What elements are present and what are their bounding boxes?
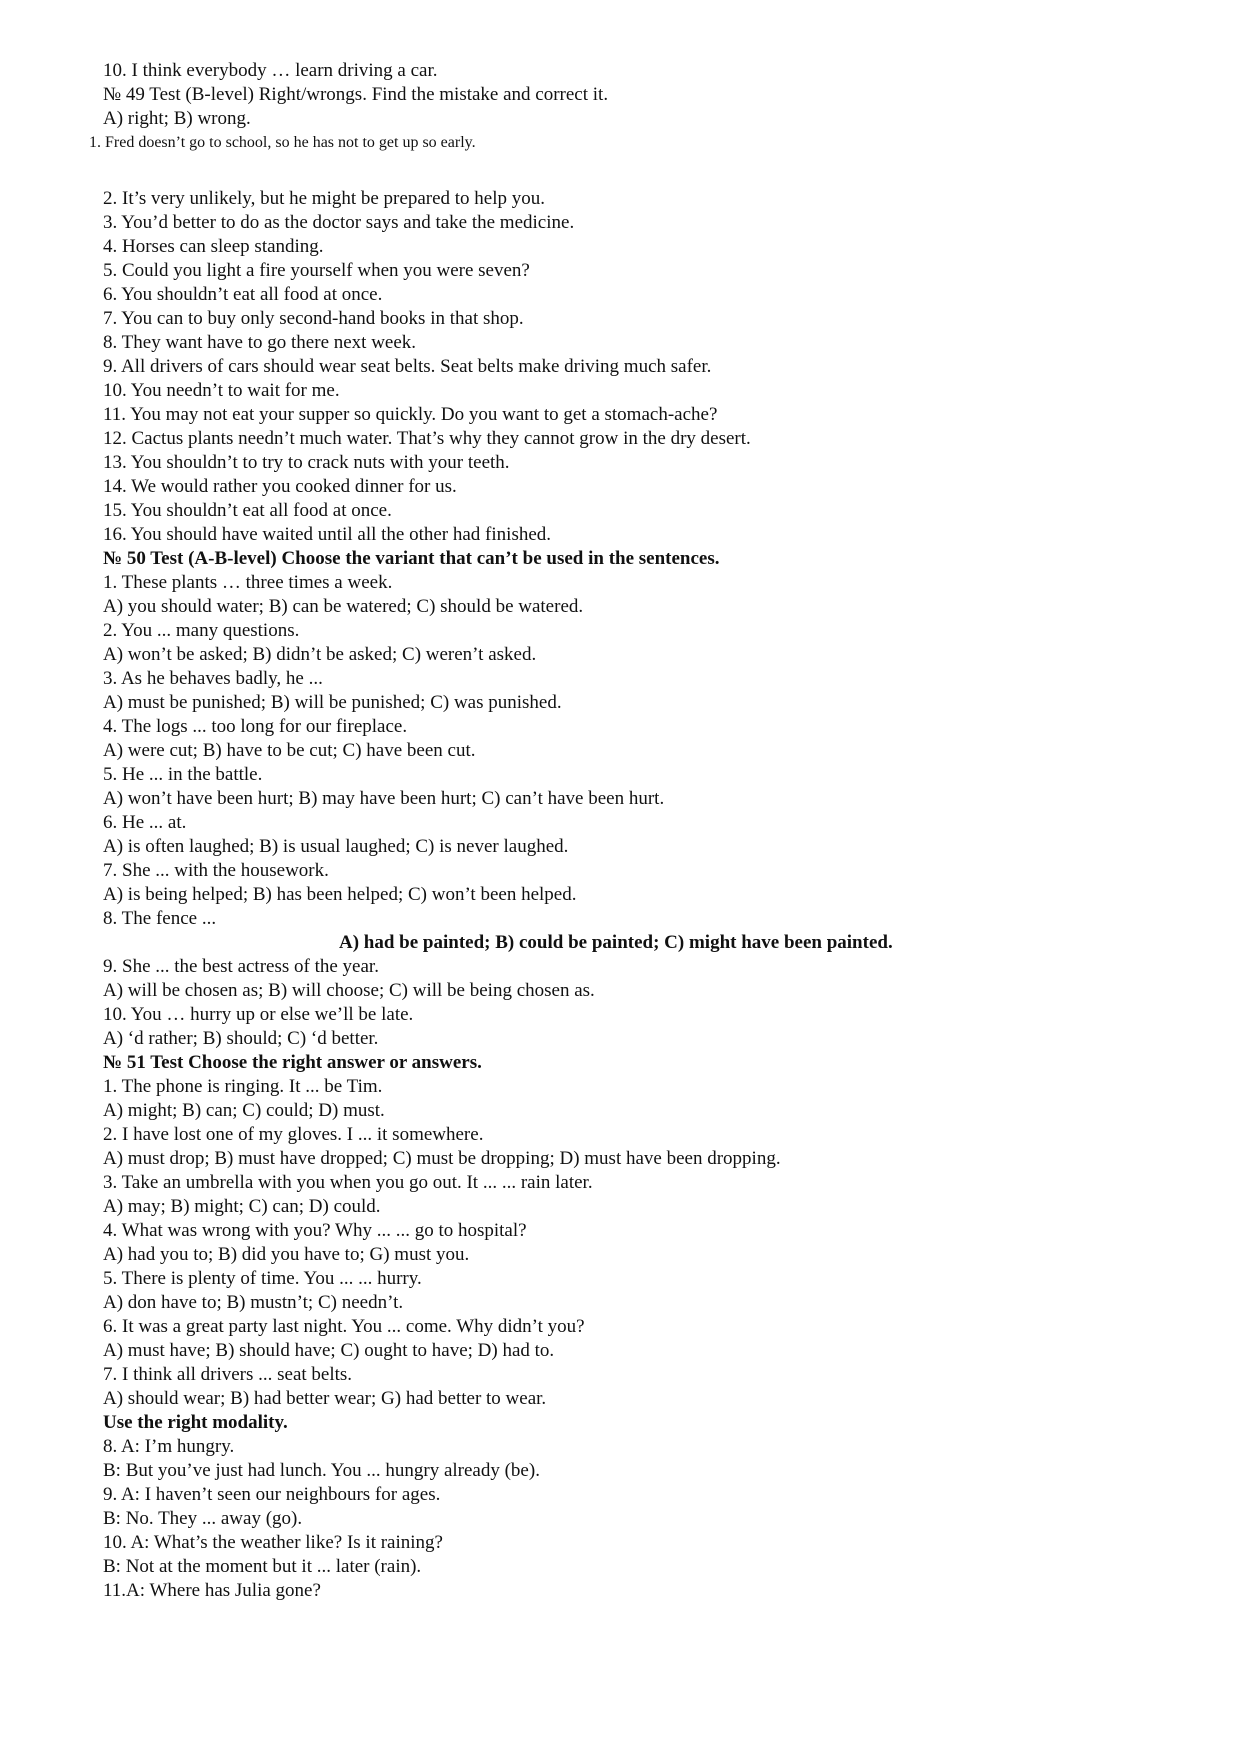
- text-line: 7. I think all drivers ... seat belts.: [103, 1364, 353, 1385]
- centered-bold-line: A) had be painted; B) could be painted; C) might have been painted.: [339, 932, 893, 953]
- text-line: 12. Cactus plants needn’t much water. That’s why they cannot grow in the dry desert.: [103, 428, 751, 449]
- text-line: 1. These plants … three times a week.: [103, 572, 393, 593]
- text-line: 10. You needn’t to wait for me.: [103, 380, 340, 401]
- text-line: 1. The phone is ringing. It ... be Tim.: [103, 1076, 383, 1097]
- text-line: A) should wear; B) had better wear; G) had better to wear.: [103, 1388, 547, 1409]
- text-line: A) is often laughed; B) is usual laughed; C) is never laughed.: [103, 836, 569, 857]
- text-line: 5. Could you light a fire yourself when you were seven?: [103, 260, 530, 281]
- text-line: 5. He ... in the battle.: [103, 764, 263, 785]
- text-line: A) were cut; B) have to be cut; C) have been cut.: [103, 740, 476, 761]
- text-line: 3. You’d better to do as the doctor says and take the medicine.: [103, 212, 575, 233]
- text-line: 6. You shouldn’t eat all food at once.: [103, 284, 383, 305]
- text-line: 2. You ... many questions.: [103, 620, 300, 641]
- text-line: A) ‘d rather; B) should; C) ‘d better.: [103, 1028, 379, 1049]
- text-line: A) must have; B) should have; C) ought to have; D) had to.: [103, 1340, 555, 1361]
- text-line: A) may; B) might; C) can; D) could.: [103, 1196, 381, 1217]
- text-line: 9. She ... the best actress of the year.: [103, 956, 379, 977]
- text-line: 13. You shouldn’t to try to crack nuts with your teeth.: [103, 452, 510, 473]
- section-heading-51: № 51 Test Choose the right answer or answers.: [103, 1052, 482, 1073]
- text-line: A) might; B) can; C) could; D) must.: [103, 1100, 385, 1121]
- text-line: 4. The logs ... too long for our fireplace.: [103, 716, 408, 737]
- text-line: 2. It’s very unlikely, but he might be prepared to help you.: [103, 188, 546, 209]
- text-line: A) you should water; B) can be watered; C) should be watered.: [103, 596, 584, 617]
- text-line: 9. All drivers of cars should wear seat belts. Seat belts make driving much safer.: [103, 356, 712, 377]
- text-line: 15. You shouldn’t eat all food at once.: [103, 500, 392, 521]
- text-line: 3. As he behaves badly, he ...: [103, 668, 323, 689]
- text-line: A) must drop; B) must have dropped; C) must be dropping; D) must have been dropping.: [103, 1148, 781, 1169]
- text-line: A) don have to; B) mustn’t; C) needn’t.: [103, 1292, 404, 1313]
- text-line: 11.A: Where has Julia gone?: [103, 1580, 321, 1601]
- text-line: 16. You should have waited until all the other had finished.: [103, 524, 552, 545]
- text-line: 10. I think everybody … learn driving a car.: [103, 60, 438, 81]
- text-line: A) had you to; B) did you have to; G) must you.: [103, 1244, 470, 1265]
- section-heading-modality: Use the right modality.: [103, 1412, 288, 1433]
- text-line: 6. It was a great party last night. You ... come. Why didn’t you?: [103, 1316, 585, 1337]
- text-line: A) must be punished; B) will be punished; C) was punished.: [103, 692, 562, 713]
- section-heading-49: № 49 Test (B-level) Right/wrongs. Find the mistake and correct it.: [103, 84, 609, 105]
- text-line: B: Not at the moment but it ... later (rain).: [103, 1556, 422, 1577]
- text-line: A) won’t have been hurt; B) may have been hurt; C) can’t have been hurt.: [103, 788, 665, 809]
- text-line: A) is being helped; B) has been helped; C) won’t been helped.: [103, 884, 577, 905]
- text-line: 5. There is plenty of time. You ... ... hurry.: [103, 1268, 422, 1289]
- text-line: 6. He ... at.: [103, 812, 187, 833]
- text-line: 9. A: I haven’t seen our neighbours for ages.: [103, 1484, 441, 1505]
- text-line: 11. You may not eat your supper so quickly. Do you want to get a stomach-ache?: [103, 404, 718, 425]
- text-line: 1. Fred doesn’t go to school, so he has not to get up so early.: [89, 134, 476, 151]
- text-line: B: But you’ve just had lunch. You ... hungry already (be).: [103, 1460, 540, 1481]
- text-line: 4. Horses can sleep standing.: [103, 236, 324, 257]
- text-line: 8. A: I’m hungry.: [103, 1436, 235, 1457]
- text-line: A) will be chosen as; B) will choose; C) will be being chosen as.: [103, 980, 595, 1001]
- text-line: A) won’t be asked; B) didn’t be asked; C) weren’t asked.: [103, 644, 537, 665]
- text-line: 7. You can to buy only second-hand books in that shop.: [103, 308, 524, 329]
- text-line: A) right; B) wrong.: [103, 108, 251, 129]
- text-line: 3. Take an umbrella with you when you go out. It ... ... rain later.: [103, 1172, 593, 1193]
- text-line: 10. A: What’s the weather like? Is it raining?: [103, 1532, 443, 1553]
- text-line: 7. She ... with the housework.: [103, 860, 329, 881]
- text-line: 4. What was wrong with you? Why ... ... go to hospital?: [103, 1220, 527, 1241]
- section-heading-50: № 50 Test (A-B-level) Choose the variant that can’t be used in the sentences.: [103, 548, 720, 569]
- text-line: B: No. They ... away (go).: [103, 1508, 303, 1529]
- text-line: 14. We would rather you cooked dinner for us.: [103, 476, 457, 497]
- text-line: 8. The fence ...: [103, 908, 217, 929]
- text-line: 8. They want have to go there next week.: [103, 332, 417, 353]
- text-line: 2. I have lost one of my gloves. I ... it somewhere.: [103, 1124, 484, 1145]
- text-line: 10. You … hurry up or else we’ll be late.: [103, 1004, 414, 1025]
